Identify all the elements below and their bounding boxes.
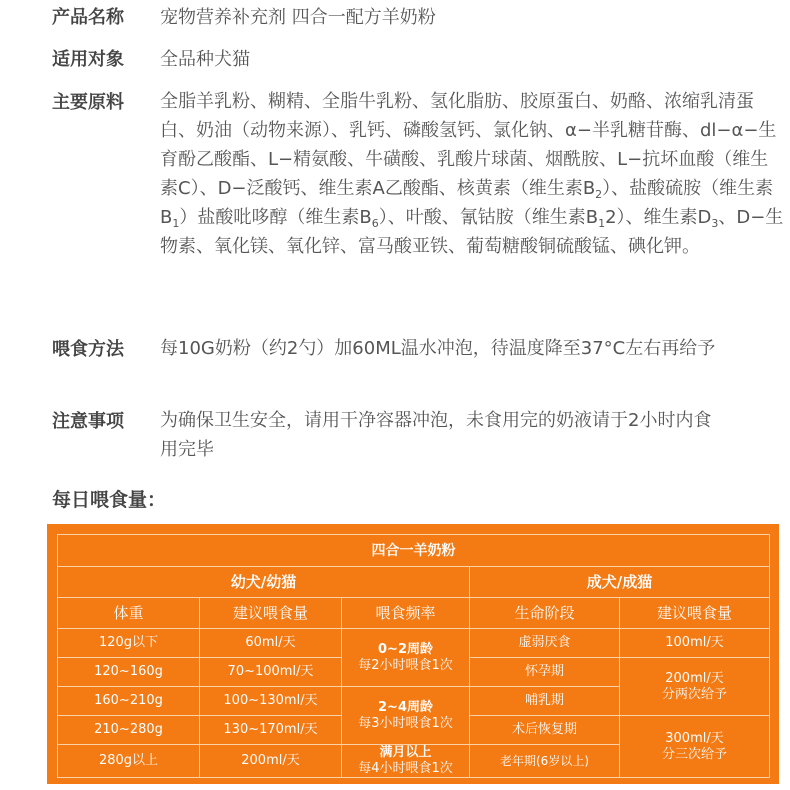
frequency-cell [342, 687, 470, 745]
stage-cell: 怀孕期 [470, 658, 620, 687]
daily-amount-title: 每日喂食量： [52, 489, 167, 511]
vitamin-subscript: 2 [595, 188, 603, 201]
frequency-age: 2~4周龄 [378, 699, 433, 715]
vitamin-subscript: 3 [711, 217, 719, 230]
young-amount-cell: 60ml/天 [200, 629, 342, 658]
stage-cell: 术后恢复期 [470, 716, 620, 745]
young-amount-cell: 70~100ml/天 [200, 658, 342, 687]
frequency-cell [342, 745, 470, 778]
feeding-table-panel [47, 524, 779, 784]
column-header-weight: 体重 [58, 598, 200, 629]
frequency-desc: 每3小时喂食1次 [358, 715, 453, 731]
table-title: 四合一羊奶粉 [58, 535, 770, 567]
frequency-age: 0~2周龄 [378, 641, 433, 657]
weight-cell: 210~280g [58, 716, 200, 745]
info-label: 适用对象 [52, 49, 124, 70]
adult-amount-cell [620, 658, 770, 716]
frequency-desc: 每4小时喂食1次 [358, 761, 453, 776]
vitamin-subscript: 1 [172, 217, 180, 230]
stage-cell: 虚弱厌食 [470, 629, 620, 658]
info-label: 主要原料 [52, 92, 124, 113]
group-header-young: 幼犬/幼猫 [58, 567, 470, 598]
adult-amount-note: 分两次给予 [661, 686, 727, 702]
frequency-cell [342, 629, 470, 687]
weight-cell: 160~210g [58, 687, 200, 716]
stage-cell: 哺乳期 [470, 687, 620, 716]
frequency-age: 满月以上 [379, 745, 432, 760]
group-header-adult: 成犬/成猫 [470, 567, 770, 598]
feeding-table [57, 534, 770, 778]
ingredients-value: 全脂羊乳粉、糊精、全脂牛乳粉、氢化脂肪、胶原蛋白、奶酪、浓缩乳清蛋白、奶油（动物来源）、乳钙、磷酸氢钙、氯化钠、α−半乳糖苷酶、dl−α−生育酚乙酸酯、L−精氨酸、牛磺酸、乳酸片球菌、烟酰胺、L−抗坏血酸（维生素C）、D−泛酸钙、维生素A乙酸酯、核黄素（维生素$B_2$）、盐酸硫胺（维生素$B_1$）盐酸吡哆醇（维生素$B_6$）、叶酸、氰钴胺（维生素$B_12$）、维生素$D_3$、D−生物素、氧化镁、氧化锌、富马酸亚铁、葡萄糖酸铜硫酸锰、碘化钾。 [160, 91, 784, 257]
young-amount-cell: 200ml/天 [200, 745, 342, 778]
weight-cell: 120g以下 [58, 629, 200, 658]
info-value: 每10G奶粉（约2勺）加60ML温水冲泡，待温度降至37°C左右再给予 [160, 338, 716, 359]
vitamin-subscript: 1 [598, 217, 606, 230]
info-label: 喂食方法 [52, 339, 124, 360]
info-label: 产品名称 [52, 7, 124, 28]
adult-amount-note: 分三次给予 [661, 746, 727, 762]
column-header-young-amount: 建议喂食量 [200, 598, 342, 629]
info-value: 为确保卫生安全，请用干净容器冲泡，未食用完的奶液请于2小时内食用完毕 [160, 410, 712, 460]
weight-cell: 280g以上 [58, 745, 200, 778]
weight-cell: 120~160g [58, 658, 200, 687]
young-amount-cell: 130~170ml/天 [200, 716, 342, 745]
info-value: 全品种犬猫 [160, 49, 250, 70]
adult-amount-line: 100ml/天 [665, 635, 724, 650]
info-value: 宠物营养补充剂 四合一配方羊奶粉 [160, 7, 436, 28]
adult-amount-line: 300ml/天 [665, 730, 724, 746]
stage-cell: 老年期(6岁以上) [470, 745, 620, 778]
column-header-frequency: 喂食频率 [342, 598, 470, 629]
column-header-life-stage: 生命阶段 [470, 598, 620, 629]
column-header-adult-amount: 建议喂食量 [620, 598, 770, 629]
adult-amount-cell [620, 629, 770, 658]
adult-amount-cell [620, 716, 770, 778]
vitamin-subscript: 6 [371, 217, 379, 230]
table-row [58, 629, 770, 658]
adult-amount-line: 200ml/天 [665, 670, 724, 686]
info-label: 注意事项 [52, 411, 124, 432]
young-amount-cell: 100~130ml/天 [200, 687, 342, 716]
frequency-desc: 每2小时喂食1次 [358, 657, 453, 673]
